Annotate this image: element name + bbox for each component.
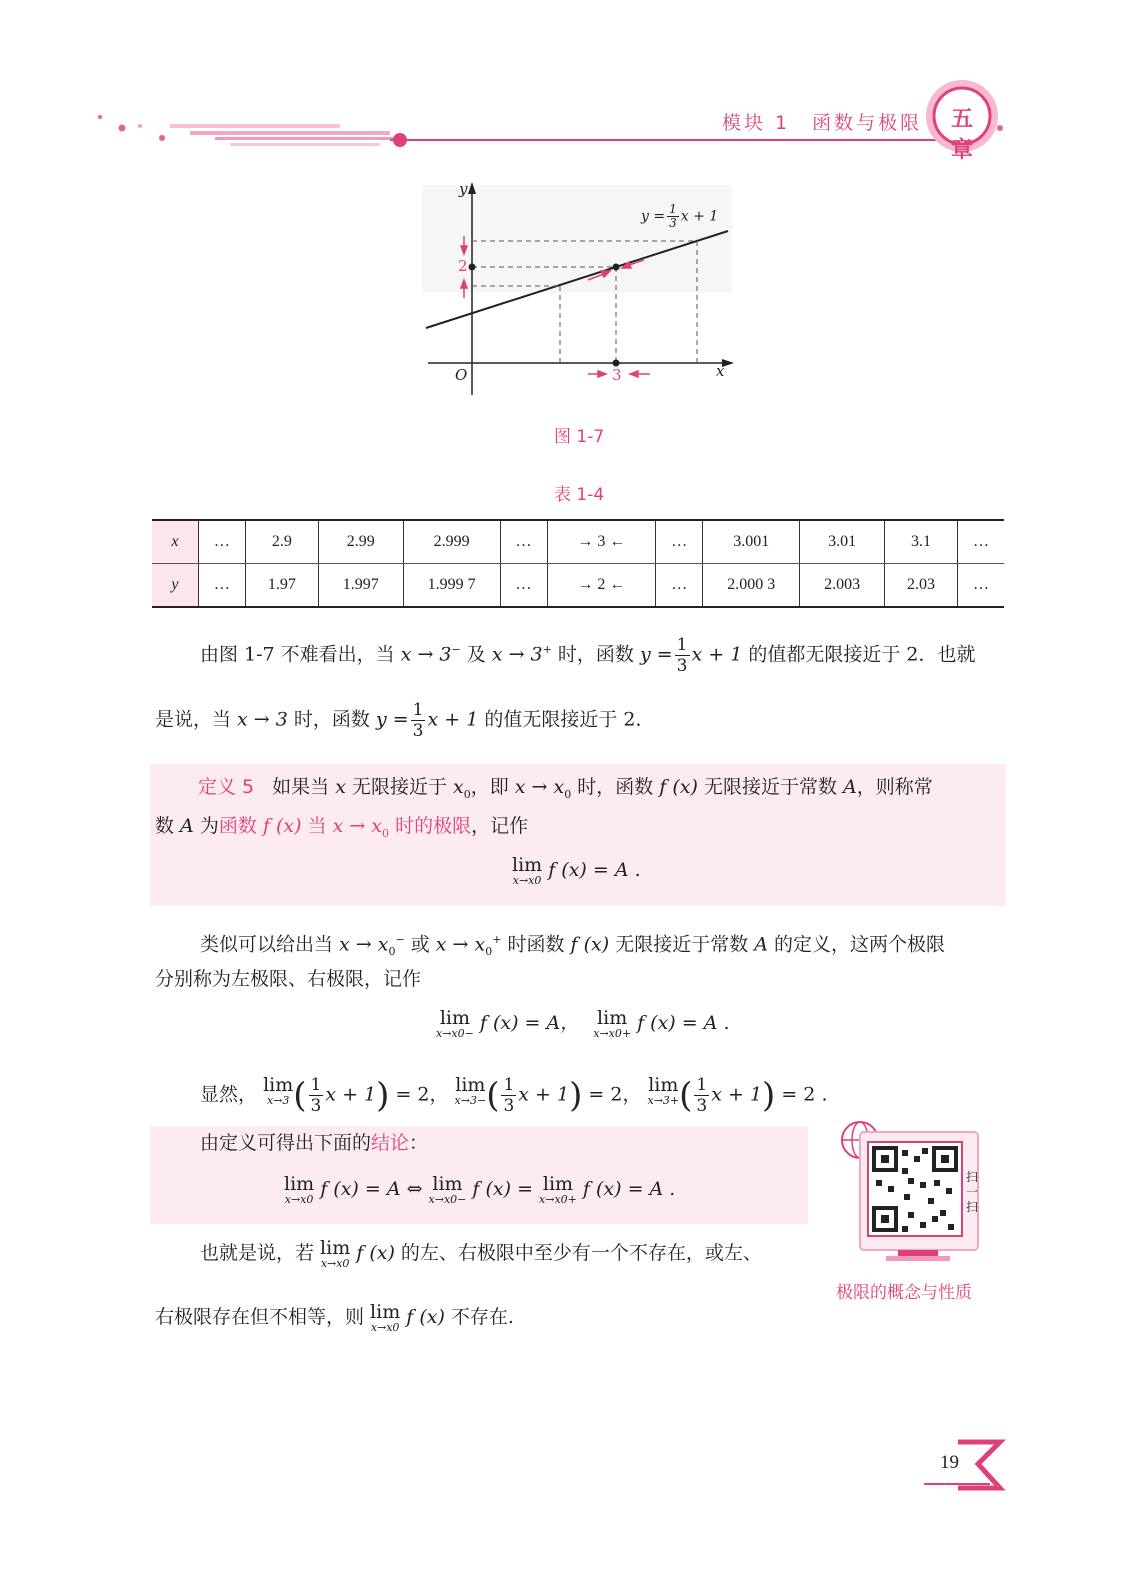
table-cell: 2.999 — [403, 520, 500, 564]
table-caption: 表 1-4 — [554, 485, 605, 505]
table-cell: … — [957, 564, 1004, 608]
table-cell: … — [656, 520, 703, 564]
x-axis-label: x — [716, 362, 725, 380]
function-label: y = $\frac{1}{3}$ x + 1 — [641, 202, 719, 230]
page-number-decoration — [920, 1436, 1010, 1496]
table-cell: 3.001 — [703, 520, 800, 564]
qr-side-text: 扫一扫 — [966, 1170, 979, 1214]
conclusion-intro: 由定义可得出下面的结论： — [200, 1132, 429, 1154]
paragraph-1-line-2: 是说，当 x → 3 时，函数 y = $\frac{1}{3}$ x + 1 的值无限接近于 2． — [155, 700, 655, 741]
figure-caption: 图 1-7 — [554, 427, 605, 447]
table-cell: … — [500, 520, 547, 564]
origin-label: O — [455, 366, 468, 384]
table-row-y — [152, 564, 1004, 608]
definition-line-1: 定义 5 如果当 x 无限接近于 $x_0$，即 $x \to x_0$ 时，函数 f (x) 无限接近于常数 A，则称常 — [198, 776, 933, 801]
table-cell: 3.01 — [800, 520, 885, 564]
table-cell: 1.999 7 — [403, 564, 500, 608]
x-tick-label: 3 — [612, 366, 622, 384]
definition-formula: lim x→x0 f (x) = A . — [512, 854, 641, 887]
value-table — [152, 519, 1004, 608]
paragraph-4-line-1: 也就是说，若 lim x→x0 f (x) 的左、右极限中至少有一个不存在，或左、 — [200, 1237, 762, 1270]
header-title: 模块 1 函数与极限 — [722, 112, 923, 134]
table-cell: x — [152, 520, 198, 564]
table-cell: 2.99 — [318, 520, 403, 564]
table-cell: 1.997 — [318, 564, 403, 608]
one-sided-limits-formula: lim x→x0− f (x) = A， lim x→x0+ f (x) = A . — [436, 1007, 730, 1040]
obvious-examples: 显然， lim x→3 ( $\frac{1}{3}$ x + 1) = 2， lim x→3− ( $\frac{1}{3}$ x + 1) = 2， lim x→3+ ( $\frac{1}{3}$ x + 1) = 2 . — [200, 1074, 828, 1116]
paragraph-3-line-2: 分别称为左极限、右极限，记作 — [155, 968, 422, 990]
module-logo: 五章 — [950, 107, 973, 163]
y-axis-label: y — [459, 180, 468, 198]
paragraph-4-line-2: 右极限存在但不相等，则 lim x→x0 f (x) 不存在. — [155, 1301, 514, 1334]
table-cell: … — [198, 520, 245, 564]
table-cell: … — [500, 564, 547, 608]
table-cell: 2.003 — [800, 564, 885, 608]
qr-label: 极限的概念与性质 — [836, 1283, 972, 1303]
table-cell: 2.03 — [885, 564, 958, 608]
y-tick-label: 2 — [458, 257, 468, 275]
page-number: 19 — [940, 1452, 959, 1473]
paragraph-1-line-1: 由图 1-7 不难看出，当 x → 3− 及 x → 3+ 时，函数 y = $\frac{1}{3}$ x + 1 的值都无限接近于 2．也就 — [200, 635, 976, 676]
table-row-x — [152, 520, 1004, 564]
table-cell: … — [957, 520, 1004, 564]
paragraph-3-line-1: 类似可以给出当 $x \to x_0^-$ 或 $x \to x_0^+$ 时函数 f (x) 无限接近于常数 A 的定义，这两个极限 — [200, 933, 946, 959]
definition-line-2: 数 A 为函数 f (x) 当 $x \to x_0$ 时的极限，记作 — [155, 815, 529, 840]
table-cell: 3.1 — [885, 520, 958, 564]
table-cell: → 2 ← — [547, 564, 656, 608]
conclusion-formula: lim x→x0 f (x) = A ⇔ lim x→x0− f (x) = lim x→x0+ f (x) = A . — [284, 1173, 676, 1206]
table-cell: … — [198, 564, 245, 608]
table-cell: 2.000 3 — [703, 564, 800, 608]
table-cell: 2.9 — [245, 520, 318, 564]
table-cell: 1.97 — [245, 564, 318, 608]
table-cell: → 3 ← — [547, 520, 656, 564]
table-cell: y — [152, 564, 198, 608]
table-cell: … — [656, 564, 703, 608]
